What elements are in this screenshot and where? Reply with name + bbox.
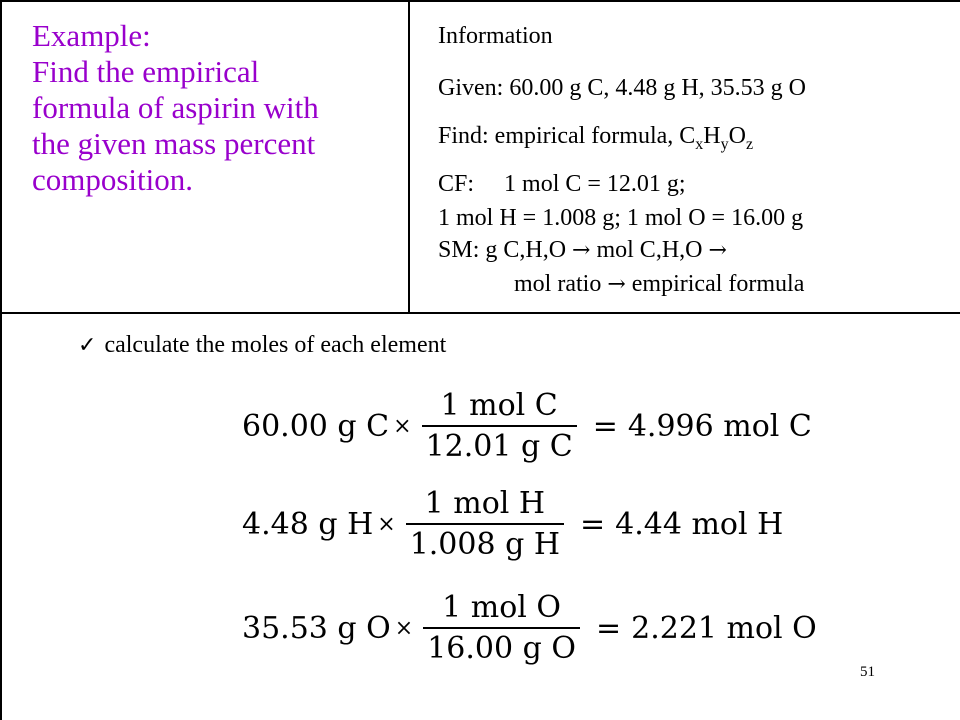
step-instruction bbox=[78, 332, 446, 359]
fraction-denominator: 16.00 g O bbox=[427, 631, 576, 666]
example-heading: Example: bbox=[32, 18, 151, 53]
times-sign: × bbox=[377, 511, 396, 537]
equation-result: 4.996 mol C bbox=[627, 408, 812, 444]
equals-sign: = bbox=[580, 506, 606, 542]
equation-result: 4.44 mol H bbox=[615, 506, 784, 542]
conversion-fraction bbox=[423, 590, 580, 666]
example-text-line: composition. bbox=[32, 162, 194, 197]
subscript-z: z bbox=[745, 136, 754, 153]
example-panel bbox=[32, 18, 402, 198]
example-text-line: Find the empirical bbox=[32, 54, 260, 89]
arrow-icon: → bbox=[572, 238, 591, 263]
conversion-fraction bbox=[406, 486, 564, 562]
sm-part2: mol C,H,O bbox=[590, 237, 709, 263]
top-border bbox=[0, 0, 960, 2]
equation-oxygen bbox=[242, 590, 817, 666]
arrow-icon: → bbox=[607, 272, 626, 297]
page-number: 51 bbox=[860, 664, 875, 680]
equation-result: 2.221 mol O bbox=[631, 610, 817, 646]
sm-part1: SM: g C,H,O bbox=[438, 237, 573, 263]
find-prefix: Find: empirical formula, C bbox=[438, 123, 696, 149]
times-sign: × bbox=[394, 615, 414, 641]
equals-sign: = bbox=[592, 408, 618, 444]
step-text: calculate the moles of each element bbox=[104, 332, 447, 358]
equation-given: 35.53 g O bbox=[242, 610, 391, 646]
fraction-numerator: 1 mol O bbox=[442, 590, 562, 625]
checkmark-icon: ✓ bbox=[78, 333, 97, 358]
equation-hydrogen bbox=[242, 486, 783, 562]
find-o: O bbox=[728, 123, 746, 149]
sm-part4: empirical formula bbox=[625, 271, 805, 297]
fraction-numerator: 1 mol H bbox=[424, 486, 546, 521]
times-sign: × bbox=[393, 413, 412, 439]
info-sm bbox=[438, 236, 727, 265]
equation-carbon bbox=[242, 388, 812, 464]
info-cf-line2: 1 mol H = 1.008 g; 1 mol O = 16.00 g bbox=[438, 205, 804, 231]
cf-line1: 1 mol C = 12.01 g; bbox=[504, 171, 686, 197]
left-border bbox=[0, 0, 2, 720]
cf-label: CF: bbox=[438, 171, 475, 197]
equation-given: 4.48 g H bbox=[242, 506, 374, 542]
info-find bbox=[438, 122, 754, 153]
fraction-numerator: 1 mol C bbox=[440, 388, 558, 423]
find-h: H bbox=[703, 123, 721, 149]
sm-part3: mol ratio bbox=[514, 271, 608, 297]
equals-sign: = bbox=[595, 610, 622, 646]
info-cf bbox=[438, 170, 686, 198]
example-text-line: the given mass percent bbox=[32, 126, 316, 161]
subscript-x: x bbox=[695, 136, 704, 153]
info-given: Given: 60.00 g C, 4.48 g H, 35.53 g O bbox=[438, 75, 806, 101]
info-sm-line2 bbox=[514, 270, 804, 299]
example-text-line: formula of aspirin with bbox=[32, 90, 319, 125]
fraction-denominator: 1.008 g H bbox=[409, 527, 561, 562]
fraction-denominator: 12.01 g C bbox=[425, 429, 573, 464]
conversion-fraction bbox=[422, 388, 577, 464]
column-divider bbox=[408, 0, 410, 313]
info-heading: Information bbox=[438, 23, 553, 49]
header-divider bbox=[0, 312, 960, 314]
subscript-y: y bbox=[720, 136, 729, 153]
arrow-icon: → bbox=[708, 238, 727, 263]
equation-given: 60.00 g C bbox=[242, 408, 390, 444]
